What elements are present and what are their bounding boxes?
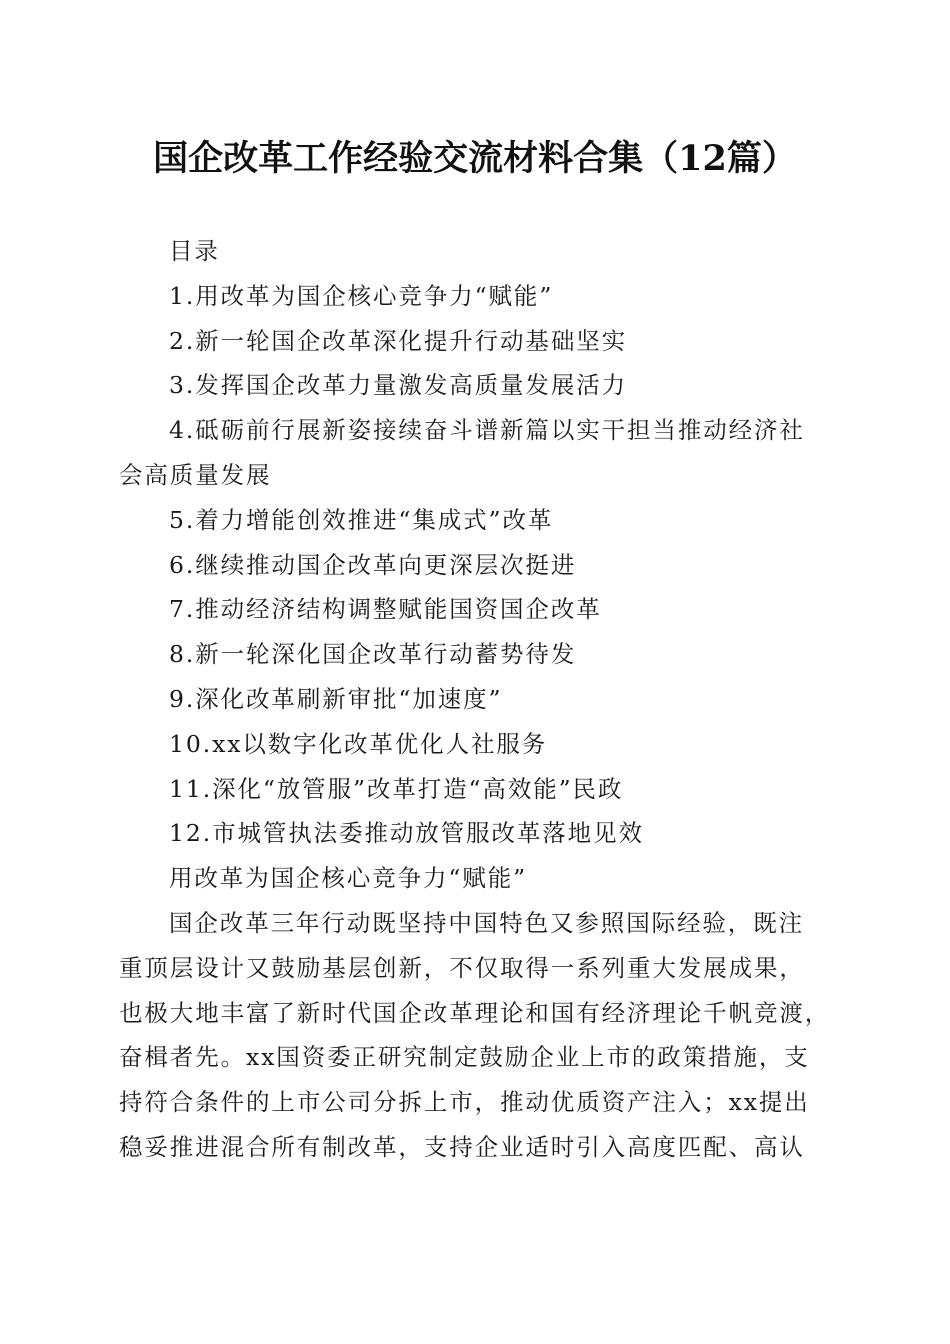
document-body — [119, 229, 835, 1170]
toc-item: 1.用改革为国企核心竞争力“赋能” — [169, 281, 554, 310]
toc-item: 7.推动经济结构调整赋能国资国企改革 — [169, 595, 602, 624]
toc-item: 11.深化“放管服”改革打造“高效能”民政 — [169, 774, 624, 803]
paragraph-line: 也极大地丰富了新时代国企改革理论和国有经济理论千帆竞渡， — [119, 998, 831, 1027]
toc-item: 5.着力增能创效推进“集成式”改革 — [169, 505, 554, 534]
paragraph-line: 重顶层设计又鼓励基层创新，不仅取得一系列重大发展成果， — [119, 953, 805, 982]
toc-item-continuation: 会高质量发展 — [119, 460, 272, 489]
toc-item: 4.砥砺前行展新姿接续奋斗谱新篇以实干担当推动经济社 — [169, 416, 805, 445]
paragraph-line: 稳妥推进混合所有制改革，支持企业适时引入高度匹配、高认 — [119, 1132, 805, 1161]
toc-heading: 目录 — [169, 237, 220, 265]
paragraph-line: 持符合条件的上市公司分拆上市，推动优质资产注入；xx提出 — [119, 1088, 810, 1117]
toc-item: 9.深化改革刷新审批“加速度” — [169, 684, 503, 713]
toc-item: 10.xx以数字化改革优化人社服务 — [169, 729, 548, 758]
toc-item: 6.继续推动国企改革向更深层次挺进 — [169, 550, 577, 579]
section-title: 用改革为国企核心竞争力“赋能” — [169, 864, 528, 893]
toc-item: 2.新一轮国企改革深化提升行动基础坚实 — [169, 326, 628, 355]
paragraph-line: 奋楫者先。xx国资委正研究制定鼓励企业上市的政策措施，支 — [119, 1043, 810, 1072]
document-title: 国企改革工作经验交流材料合集（12篇） — [153, 138, 797, 179]
toc-item: 8.新一轮深化国企改革行动蓄势待发 — [169, 640, 577, 669]
paragraph-line: 国企改革三年行动既坚持中国特色又参照国际经验，既注 — [169, 908, 804, 937]
toc-item: 12.市城管执法委推动放管服改革落地见效 — [169, 819, 644, 848]
toc-item: 3.发挥国企改革力量激发高质量发展活力 — [169, 371, 628, 400]
